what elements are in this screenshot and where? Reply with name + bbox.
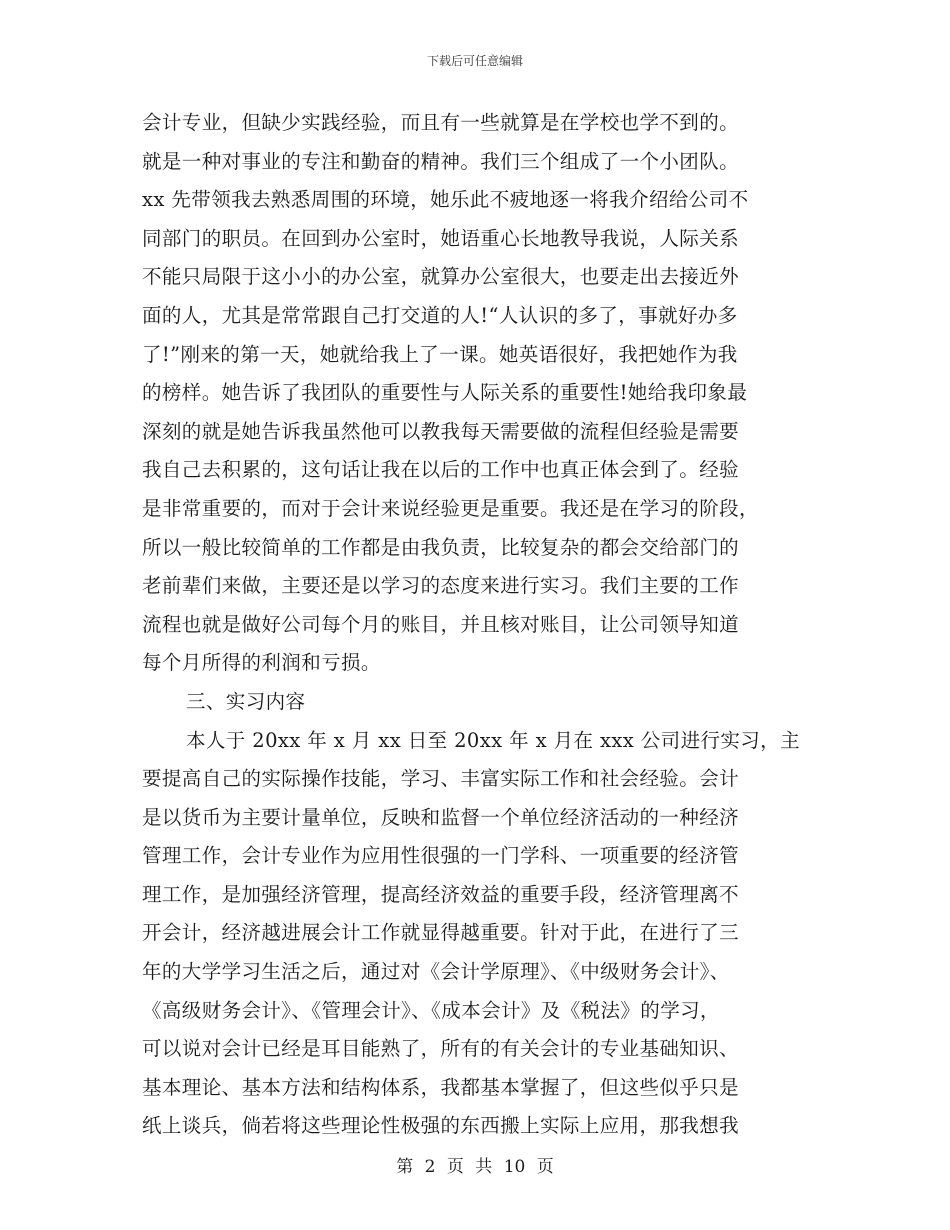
text-line: 就是一种对事业的专注和勤奋的精神。我们三个组成了一个小团队。 <box>142 149 740 173</box>
text-line: 会计专业，但缺少实践经验，而且有一些就算是在学校也学不到的。 <box>142 111 740 134</box>
text-line: 是以货币为主要计量单位，反映和监督一个单位经济活动的一种经济 <box>142 805 740 829</box>
text-line: 理工作，是加强经济管理，提高经济效益的重要手段，经济管理离不 <box>142 882 740 906</box>
text-line: 每个月所得的利润和亏损。 <box>142 651 381 675</box>
text-line: 基本理论、基本方法和结构体系，我都基本掌握了，但这些似乎只是 <box>142 1075 740 1099</box>
text-line: 我自己去积累的，这句话让我在以后的工作中也真正体会到了。经验 <box>142 458 740 482</box>
text-line: 本人于 20xx 年 x 月 xx 日至 20xx 年 x 月在 xxx 公司进行实习，主 <box>186 728 800 752</box>
text-line: xx 先带领我去熟悉周围的环境，她乐此不疲地逐一将我介绍给公司不 <box>142 188 749 212</box>
text-line: 可以说对会计已经是耳目能熟了，所有的有关会计的专业基础知识、 <box>142 1037 740 1061</box>
text-line: 的榜样。她告诉了我团队的重要性与人际关系的重要性!她给我印象最 <box>142 381 748 405</box>
text-line: 纸上谈兵，倘若将这些理论性极强的东西搬上实际上应用，那我想我 <box>142 1114 740 1138</box>
text-line: 了!”刚来的第一天，她就给我上了一课。她英语很好，我把她作为我 <box>142 342 738 366</box>
text-line: 流程也就是做好公司每个月的账目，并且核对账目，让公司领导知道 <box>142 612 740 636</box>
text-line: 同部门的职员。在回到办公室时，她语重心长地教导我说，人际关系 <box>142 226 740 250</box>
text-line: 年的大学学习生活之后，通过对《会计学原理》、《中级财务会计》、 <box>142 960 730 984</box>
text-line: 面的人，尤其是常常跟自己打交道的人!“人认识的多了，事就好办多 <box>142 303 738 327</box>
text-line: 深刻的就是她告诉我虽然他可以教我每天需要做的流程但经验是需要 <box>142 419 740 443</box>
page-header: 下载后可任意编辑 <box>426 54 523 68</box>
text-line: 要提高自己的实际操作技能，学习、丰富实际工作和社会经验。会计 <box>142 767 740 791</box>
page-number: 第 2 页 共 10 页 <box>396 1157 554 1177</box>
text-line: 不能只局限于这小小的办公室，就算办公室很大，也要走出去接近外 <box>142 265 740 289</box>
text-line: 老前辈们来做，主要还是以学习的态度来进行实习。我们主要的工作 <box>142 574 740 598</box>
section-heading: 三、实习内容 <box>186 689 306 713</box>
text-line: 是非常重要的，而对于会计来说经验更是重要。我还是在学习的阶段， <box>142 496 759 520</box>
text-line: 所以一般比较简单的工作都是由我负责，比较复杂的都会交给部门的 <box>142 535 740 559</box>
text-line: 管理工作，会计专业作为应用性很强的一门学科、一项重要的经济管 <box>142 844 740 868</box>
text-line: 开会计，经济越进展会计工作就显得越重要。针对于此，在进行了三 <box>142 921 740 945</box>
text-line: 《高级财务会计》、《管理会计》、《成本会计》及《税法》的学习， <box>142 998 720 1022</box>
document-body <box>142 104 808 1146</box>
